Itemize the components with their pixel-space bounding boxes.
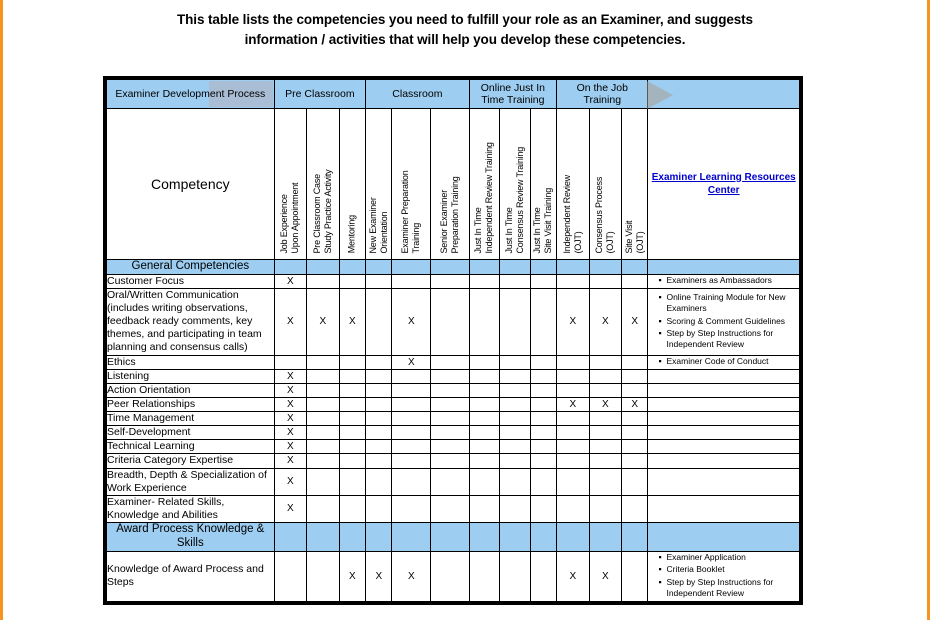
section-spacer-cell <box>500 260 530 275</box>
mark-cell[interactable] <box>392 274 431 288</box>
mark-cell[interactable] <box>530 369 556 383</box>
mark-cell[interactable]: X <box>622 288 648 355</box>
mark-cell[interactable]: X <box>274 440 307 454</box>
resources-cell <box>648 454 800 468</box>
mark-cell[interactable] <box>366 440 392 454</box>
mark-cell[interactable] <box>431 426 470 440</box>
mark-cell[interactable] <box>431 440 470 454</box>
section-spacer-cell <box>339 523 365 552</box>
section-spacer-cell <box>622 523 648 552</box>
mark-cell[interactable]: X <box>274 412 307 426</box>
mark-cell[interactable] <box>622 440 648 454</box>
page-intro <box>103 10 827 49</box>
group-header-label: Pre Classroom <box>285 87 355 100</box>
competency-label: Time Management <box>107 412 275 426</box>
mark-cell[interactable] <box>589 468 622 495</box>
competency-column-header: Competency <box>107 109 275 260</box>
mark-cell[interactable] <box>431 274 470 288</box>
column-header-2 <box>307 109 340 260</box>
mark-cell[interactable] <box>500 369 530 383</box>
mark-cell[interactable] <box>500 454 530 468</box>
competency-label: Knowledge of Award Process and Steps <box>107 551 275 601</box>
group-header-row <box>107 80 800 109</box>
resources-cell <box>648 274 800 288</box>
mark-cell[interactable]: X <box>274 383 307 397</box>
column-header-3 <box>339 109 365 260</box>
column-header-label: Just In Time Independent Review Training <box>473 141 495 253</box>
mark-cell[interactable] <box>530 495 556 522</box>
intro-line-1: This table lists the competencies you need to fulfill your role as an Examiner, and suggests <box>177 12 753 27</box>
mark-cell[interactable] <box>307 468 340 495</box>
mark-cell[interactable] <box>500 412 530 426</box>
mark-cell[interactable] <box>530 426 556 440</box>
resources-cell <box>648 426 800 440</box>
mark-cell[interactable] <box>469 426 499 440</box>
mark-cell[interactable] <box>469 383 499 397</box>
mark-cell[interactable] <box>557 495 590 522</box>
mark-cell[interactable] <box>469 495 499 522</box>
mark-cell[interactable]: X <box>339 551 365 601</box>
mark-cell[interactable] <box>622 274 648 288</box>
mark-cell[interactable] <box>366 288 392 355</box>
mark-cell[interactable]: X <box>274 468 307 495</box>
mark-cell[interactable] <box>431 551 470 601</box>
mark-cell[interactable] <box>431 468 470 495</box>
mark-cell[interactable]: X <box>307 288 340 355</box>
mark-cell[interactable] <box>622 426 648 440</box>
mark-cell[interactable]: X <box>366 551 392 601</box>
resources-cell <box>648 495 800 522</box>
section-header-row <box>107 260 800 275</box>
table-row <box>107 551 800 601</box>
mark-cell[interactable] <box>307 551 340 601</box>
section-spacer-cell <box>648 260 800 275</box>
mark-cell[interactable] <box>469 454 499 468</box>
column-header-7 <box>469 109 499 260</box>
mark-cell[interactable] <box>557 274 590 288</box>
resources-cell <box>648 412 800 426</box>
mark-cell[interactable] <box>431 495 470 522</box>
mark-cell[interactable] <box>307 440 340 454</box>
mark-cell[interactable] <box>589 369 622 383</box>
section-spacer-cell <box>648 523 800 552</box>
mark-cell[interactable] <box>392 397 431 411</box>
mark-cell[interactable] <box>392 383 431 397</box>
section-spacer-cell <box>622 260 648 275</box>
mark-cell[interactable] <box>622 495 648 522</box>
mark-cell[interactable] <box>622 355 648 369</box>
mark-cell[interactable] <box>469 369 499 383</box>
mark-cell[interactable] <box>392 454 431 468</box>
mark-cell[interactable] <box>366 397 392 411</box>
mark-cell[interactable] <box>307 355 340 369</box>
mark-cell[interactable] <box>366 355 392 369</box>
mark-cell[interactable] <box>366 412 392 426</box>
mark-cell[interactable] <box>557 426 590 440</box>
mark-cell[interactable] <box>431 383 470 397</box>
mark-cell[interactable] <box>339 355 365 369</box>
section-spacer-cell <box>366 523 392 552</box>
mark-cell[interactable]: X <box>557 551 590 601</box>
column-header-9 <box>530 109 556 260</box>
mark-cell[interactable] <box>392 468 431 495</box>
mark-cell[interactable]: X <box>589 551 622 601</box>
mark-cell[interactable] <box>307 495 340 522</box>
table-row <box>107 495 800 522</box>
mark-cell[interactable]: X <box>392 288 431 355</box>
section-spacer-cell <box>557 523 590 552</box>
competency-table-container <box>103 76 803 605</box>
mark-cell[interactable] <box>530 412 556 426</box>
section-title: Award Process Knowledge & Skills <box>107 523 275 552</box>
mark-cell[interactable] <box>500 495 530 522</box>
mark-cell[interactable]: X <box>274 274 307 288</box>
column-header-5 <box>392 109 431 260</box>
column-header-1 <box>274 109 307 260</box>
group-header-label: On the Job Training <box>576 81 628 106</box>
competency-table <box>106 79 800 602</box>
table-row <box>107 274 800 288</box>
mark-cell[interactable] <box>557 440 590 454</box>
mark-cell[interactable] <box>530 551 556 601</box>
table-row <box>107 440 800 454</box>
mark-cell[interactable] <box>339 274 365 288</box>
section-spacer-cell <box>274 523 307 552</box>
corner-title-cell <box>107 80 275 109</box>
mark-cell[interactable] <box>339 412 365 426</box>
mark-cell[interactable] <box>469 551 499 601</box>
mark-cell[interactable]: X <box>274 454 307 468</box>
competency-label: Oral/Written Communication (includes writing observations, feedback ready comments, key themes, and participating in team planning and consensus calls) <box>107 288 275 355</box>
mark-cell[interactable] <box>339 468 365 495</box>
table-row <box>107 468 800 495</box>
section-spacer-cell <box>589 523 622 552</box>
mark-cell[interactable] <box>431 454 470 468</box>
column-header-4 <box>366 109 392 260</box>
mark-cell[interactable] <box>589 355 622 369</box>
group-header-label: Classroom <box>392 87 443 100</box>
mark-cell[interactable] <box>500 397 530 411</box>
mark-cell[interactable] <box>392 495 431 522</box>
mark-cell[interactable] <box>366 468 392 495</box>
column-header-label: Site Visit (OJT) <box>623 220 645 253</box>
mark-cell[interactable] <box>431 412 470 426</box>
mark-cell[interactable] <box>339 426 365 440</box>
mark-cell[interactable]: X <box>392 551 431 601</box>
resource-list <box>648 292 799 351</box>
resources-cell <box>648 288 800 355</box>
mark-cell[interactable] <box>589 412 622 426</box>
section-spacer-cell <box>500 523 530 552</box>
section-spacer-cell <box>589 260 622 275</box>
resource-item: ▪ Examiners as Ambassadors <box>658 275 799 286</box>
mark-cell[interactable] <box>392 440 431 454</box>
resources-cell <box>648 355 800 369</box>
section-spacer-cell <box>392 523 431 552</box>
table-row <box>107 426 800 440</box>
group-header-classroom <box>366 80 470 109</box>
mark-cell[interactable] <box>530 454 556 468</box>
mark-cell[interactable]: X <box>274 369 307 383</box>
mark-cell[interactable] <box>307 426 340 440</box>
section-spacer-cell <box>307 260 340 275</box>
resources-cell <box>648 383 800 397</box>
resource-item: ▪ Online Training Module for New Examiners <box>658 292 799 315</box>
mark-cell[interactable]: X <box>557 397 590 411</box>
mark-cell[interactable] <box>557 383 590 397</box>
competency-label: Examiner- Related Skills, Knowledge and Abilities <box>107 495 275 522</box>
column-header-label: Consensus Process (OJT) <box>594 176 616 253</box>
table-row <box>107 288 800 355</box>
mark-cell[interactable] <box>307 274 340 288</box>
mark-cell[interactable] <box>307 369 340 383</box>
mark-cell[interactable] <box>469 355 499 369</box>
mark-cell[interactable] <box>307 454 340 468</box>
resource-list <box>648 275 799 286</box>
resource-item: ▪ Examiner Code of Conduct <box>658 356 799 367</box>
mark-cell[interactable] <box>589 383 622 397</box>
mark-cell[interactable] <box>500 551 530 601</box>
table-row <box>107 383 800 397</box>
mark-cell[interactable] <box>500 426 530 440</box>
mark-cell[interactable] <box>622 454 648 468</box>
mark-cell[interactable] <box>431 288 470 355</box>
section-spacer-cell <box>469 260 499 275</box>
section-header-row <box>107 523 800 552</box>
resources-link-cell <box>648 109 800 260</box>
resources-cell <box>648 468 800 495</box>
mark-cell[interactable]: X <box>274 397 307 411</box>
resource-item: ▪ Scoring & Comment Guidelines <box>658 316 799 327</box>
mark-cell[interactable] <box>392 426 431 440</box>
mark-cell[interactable] <box>622 383 648 397</box>
mark-cell[interactable] <box>431 397 470 411</box>
section-spacer-cell <box>557 260 590 275</box>
mark-cell[interactable] <box>500 288 530 355</box>
mark-cell[interactable] <box>589 274 622 288</box>
mark-cell[interactable] <box>622 412 648 426</box>
mark-cell[interactable] <box>622 369 648 383</box>
mark-cell[interactable] <box>469 288 499 355</box>
section-spacer-cell <box>431 523 470 552</box>
mark-cell[interactable] <box>392 412 431 426</box>
mark-cell[interactable] <box>339 495 365 522</box>
mark-cell[interactable] <box>431 355 470 369</box>
column-header-10 <box>557 109 590 260</box>
section-spacer-cell <box>274 260 307 275</box>
section-spacer-cell <box>431 260 470 275</box>
column-header-label: Pre Classroom Case Study Practice Activity <box>311 169 333 253</box>
mark-cell[interactable] <box>366 274 392 288</box>
mark-cell[interactable] <box>366 383 392 397</box>
mark-cell[interactable] <box>500 383 530 397</box>
competency-label: Technical Learning <box>107 440 275 454</box>
competency-label: Action Orientation <box>107 383 275 397</box>
column-header-label: Mentoring <box>346 214 357 253</box>
mark-cell[interactable] <box>557 355 590 369</box>
examiner-learning-resources-link[interactable]: Examiner Learning Resources Center <box>651 171 796 196</box>
mark-cell[interactable] <box>530 468 556 495</box>
column-header-6 <box>431 109 470 260</box>
mark-cell[interactable] <box>589 495 622 522</box>
mark-cell[interactable] <box>557 369 590 383</box>
resource-list <box>648 552 799 600</box>
mark-cell[interactable] <box>500 274 530 288</box>
mark-cell[interactable] <box>366 369 392 383</box>
section-spacer-cell <box>366 260 392 275</box>
mark-cell[interactable] <box>589 426 622 440</box>
mark-cell[interactable] <box>366 426 392 440</box>
mark-cell[interactable]: X <box>589 397 622 411</box>
competency-label: Peer Relationships <box>107 397 275 411</box>
competency-label: Self-Development <box>107 426 275 440</box>
competency-label: Customer Focus <box>107 274 275 288</box>
mark-cell[interactable]: X <box>274 495 307 522</box>
resources-cell <box>648 369 800 383</box>
mark-cell[interactable] <box>307 412 340 426</box>
table-row <box>107 355 800 369</box>
mark-cell[interactable] <box>530 288 556 355</box>
mark-cell[interactable] <box>392 369 431 383</box>
mark-cell[interactable] <box>431 369 470 383</box>
table-row <box>107 454 800 468</box>
mark-cell[interactable] <box>339 454 365 468</box>
mark-cell[interactable] <box>589 454 622 468</box>
corner-title-text: Examiner Development Process <box>115 87 266 100</box>
mark-cell[interactable] <box>469 397 499 411</box>
mark-cell[interactable] <box>469 468 499 495</box>
section-spacer-cell <box>339 260 365 275</box>
mark-cell[interactable] <box>366 454 392 468</box>
mark-cell[interactable] <box>500 468 530 495</box>
column-header-label: Independent Review (OJT) <box>561 174 583 253</box>
column-header-label: New Examiner Orientation <box>367 196 389 253</box>
section-spacer-cell <box>530 523 556 552</box>
mark-cell[interactable] <box>274 355 307 369</box>
mark-cell[interactable] <box>500 355 530 369</box>
mark-cell[interactable] <box>622 468 648 495</box>
mark-cell[interactable]: X <box>622 397 648 411</box>
mark-cell[interactable]: X <box>392 355 431 369</box>
mark-cell[interactable] <box>339 369 365 383</box>
mark-cell[interactable] <box>274 551 307 601</box>
mark-cell[interactable]: X <box>274 288 307 355</box>
column-header-11 <box>589 109 622 260</box>
mark-cell[interactable] <box>339 397 365 411</box>
mark-cell[interactable] <box>530 440 556 454</box>
group-header-pre-classroom <box>274 80 365 109</box>
resource-item: ▪ Step by Step Instructions for Independent Review <box>658 577 799 600</box>
mark-cell[interactable] <box>307 383 340 397</box>
mark-cell[interactable] <box>530 383 556 397</box>
mark-cell[interactable]: X <box>557 288 590 355</box>
resources-cell <box>648 440 800 454</box>
column-header-label: Examiner Preparation Training <box>400 169 422 253</box>
mark-cell[interactable] <box>469 274 499 288</box>
mark-cell[interactable]: X <box>274 426 307 440</box>
mark-cell[interactable] <box>469 412 499 426</box>
mark-cell[interactable] <box>530 397 556 411</box>
table-row <box>107 412 800 426</box>
mark-cell[interactable] <box>589 440 622 454</box>
mark-cell[interactable] <box>307 397 340 411</box>
group-header-on-the-job-training <box>557 80 648 109</box>
column-header-8 <box>500 109 530 260</box>
group-header-label: Online Just In Time Training <box>480 81 545 106</box>
mark-cell[interactable] <box>622 551 648 601</box>
resources-cell <box>648 397 800 411</box>
mark-cell[interactable] <box>500 440 530 454</box>
column-header-label: Job Experience Upon Appointment <box>279 182 301 253</box>
resources-cell <box>648 551 800 601</box>
mark-cell[interactable] <box>557 412 590 426</box>
mark-cell[interactable] <box>530 274 556 288</box>
mark-cell[interactable] <box>530 355 556 369</box>
table-row <box>107 397 800 411</box>
column-header-label: Just In Time Consensus Review Training <box>503 146 525 253</box>
column-header-label: Senior Examiner Preparation Training <box>438 175 460 253</box>
mark-cell[interactable] <box>366 495 392 522</box>
section-title: General Competencies <box>107 260 275 275</box>
intro-line-2: information / activities that will help you develop these competencies. <box>244 31 686 47</box>
competency-label: Listening <box>107 369 275 383</box>
mark-cell[interactable] <box>557 468 590 495</box>
column-header-12 <box>622 109 648 260</box>
competency-label: Criteria Category Expertise <box>107 454 275 468</box>
column-header-label: Just In Time Site Visit Training <box>532 187 554 253</box>
mark-cell[interactable]: X <box>589 288 622 355</box>
mark-cell[interactable] <box>469 440 499 454</box>
section-spacer-cell <box>469 523 499 552</box>
group-header-online-just-in-time-training <box>469 80 556 109</box>
section-spacer-cell <box>392 260 431 275</box>
mark-cell[interactable] <box>339 383 365 397</box>
competency-label: Breadth, Depth & Specialization of Work Experience <box>107 468 275 495</box>
resource-item: ▪ Examiner Application <box>658 552 799 563</box>
resource-list <box>648 356 799 367</box>
table-row <box>107 369 800 383</box>
mark-cell[interactable]: X <box>339 288 365 355</box>
mark-cell[interactable] <box>557 454 590 468</box>
mark-cell[interactable] <box>339 440 365 454</box>
resources-header-cell <box>648 80 800 109</box>
resource-item: ▪ Step by Step Instructions for Independent Review <box>658 328 799 351</box>
section-spacer-cell <box>307 523 340 552</box>
competency-label: Ethics <box>107 355 275 369</box>
column-header-row <box>107 109 800 260</box>
resource-item: ▪ Criteria Booklet <box>658 564 799 575</box>
section-spacer-cell <box>530 260 556 275</box>
